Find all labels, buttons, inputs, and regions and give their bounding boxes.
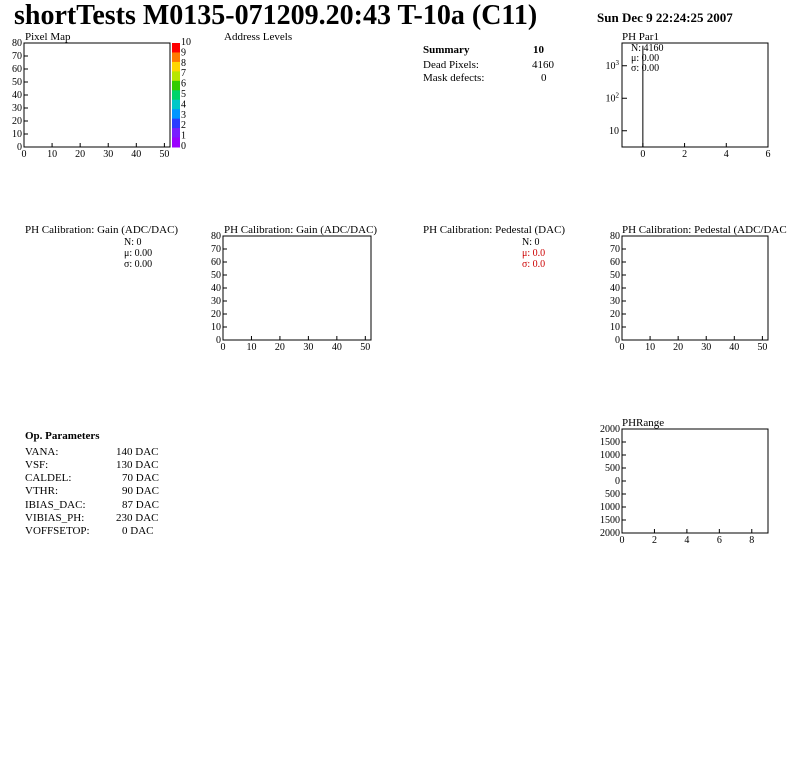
phrange-ytick-label: 1000 <box>600 450 620 461</box>
pixel-map-palette-bin <box>172 128 180 138</box>
param-name: VSF: <box>25 459 49 471</box>
gain-map-ytick-label: 10 <box>211 322 221 333</box>
pixel-map-ytick-label: 50 <box>12 77 22 88</box>
pedestal-map-ytick-label: 40 <box>610 283 620 294</box>
pixel-map-palette-bin <box>172 81 180 91</box>
stat-sigma: σ: 0.0 <box>522 259 546 270</box>
param-name: VANA: <box>25 446 59 458</box>
param-value: 140 DAC <box>116 446 159 458</box>
pixel-map-palette-label: 4 <box>181 99 186 111</box>
gain-1d-title: PH Calibration: Gain (ADC/DAC) <box>25 224 179 236</box>
param-value: 130 DAC <box>116 459 159 471</box>
gain-map-xtick-label: 0 <box>220 342 226 353</box>
pedestal-map-xtick-label: 40 <box>729 342 740 353</box>
pixel-map-palette-bin <box>172 119 180 129</box>
param-name: VOFFSETOP: <box>25 525 90 537</box>
pixel-map-palette-label: 7 <box>181 68 186 80</box>
stat-mu: μ: 0.00 <box>631 53 660 64</box>
phrange-xtick-label: 6 <box>716 535 722 546</box>
ph-par1-ytick-label: $10^3$ <box>605 58 619 72</box>
pedestal-map-ytick-label: 10 <box>610 322 620 333</box>
phrange-ytick-label: 2000 <box>600 528 620 539</box>
param-value: 90 DAC <box>122 485 159 497</box>
pixel-map-xtick-label: 20 <box>75 149 86 160</box>
pixel-map-frame <box>24 43 170 147</box>
gain-map-xtick-label: 20 <box>274 342 285 353</box>
dead-pixels-value: 4160 <box>532 59 554 71</box>
stat-sigma: σ: 0.00 <box>124 259 153 270</box>
pedestal-map-title: PH Calibration: Pedestal (ADC/DAC <box>622 224 787 236</box>
pedestal-map-xtick-label: 30 <box>701 342 712 353</box>
gain-map-title: PH Calibration: Gain (ADC/DAC) <box>224 224 378 236</box>
gain-map-xtick-label: 30 <box>303 342 314 353</box>
pixel-map-palette-bin <box>172 90 180 100</box>
pixel-map-xtick-label: 50 <box>159 149 170 160</box>
pedestal-map-ytick-label: 20 <box>610 309 620 320</box>
gain-map-ytick-label: 20 <box>211 309 221 320</box>
ph-par1-xtick-label: 6 <box>765 149 771 160</box>
stat-sigma: σ: 0.00 <box>631 63 660 74</box>
pixel-map-palette-bin <box>172 71 180 81</box>
ph-par1-ytick-label: 10 <box>609 125 619 137</box>
pixel-map-xtick-label: 10 <box>47 149 58 160</box>
mask-defects-value: 0 <box>541 72 547 84</box>
phrange-xtick-label: 0 <box>619 535 625 546</box>
gain-map-ytick-label: 40 <box>211 283 221 294</box>
pixel-map-palette-bin <box>172 109 180 119</box>
pixel-map-palette-bin <box>172 138 180 148</box>
param-name: CALDEL: <box>25 472 72 484</box>
pixel-map-palette-bin <box>172 52 180 62</box>
pedestal-map-frame <box>622 236 768 340</box>
op-parameters-title: Op. Parameters <box>25 430 100 442</box>
phrange-xtick-label: 2 <box>651 535 657 546</box>
pedestal-map-xtick-label: 20 <box>673 342 684 353</box>
phrange-xtick-label: 8 <box>749 535 755 546</box>
phrange-frame <box>622 429 768 533</box>
pixel-map-palette-label: 3 <box>181 109 186 121</box>
pedestal-map-ytick-label: 70 <box>610 244 620 255</box>
param-value: 230 DAC <box>116 512 159 524</box>
page-title: shortTests M0135-071209.20:43 T-10a (C11) <box>14 0 538 31</box>
gain-map-xtick-label: 40 <box>331 342 342 353</box>
pixel-map-palette-label: 6 <box>181 78 186 90</box>
dead-pixels-label: Dead Pixels: <box>423 59 479 71</box>
pedestal-map-ytick-label: 80 <box>610 231 620 242</box>
pedestal-map-ytick-label: 60 <box>610 257 620 268</box>
stat-mu: μ: 0.0 <box>522 248 546 259</box>
param-value: 0 DAC <box>122 525 154 537</box>
mask-defects-label: Mask defects: <box>423 72 485 84</box>
gain-map-ytick-label: 80 <box>211 231 221 242</box>
param-value: 70 DAC <box>122 472 159 484</box>
summary-value: 10 <box>533 44 544 56</box>
pixel-map-palette-label: 8 <box>181 57 186 69</box>
pedestal-map-xtick-label: 0 <box>619 342 625 353</box>
pixel-map-ytick-label: 10 <box>12 129 22 140</box>
pedestal-map-ytick-label: 30 <box>610 296 620 307</box>
phrange-ytick-label: 1500 <box>600 437 620 448</box>
phrange-ytick-label: 1000 <box>600 502 620 513</box>
pixel-map-xtick-label: 0 <box>21 149 27 160</box>
param-name: VIBIAS_PH: <box>25 512 85 524</box>
phrange-title: PHRange <box>622 417 665 429</box>
ph-par1-xtick-label: 0 <box>640 149 646 160</box>
pixel-map-palette-label: 0 <box>181 141 186 152</box>
gain-map-xtick-label: 10 <box>246 342 257 353</box>
pixel-map-palette-label: 5 <box>181 89 186 100</box>
phrange-ytick-label: 0 <box>615 476 620 487</box>
param-value: 87 DAC <box>122 499 159 511</box>
phrange-ytick-label: 2000 <box>600 424 620 435</box>
pixel-map-title: Pixel Map <box>25 31 71 43</box>
ph-par1-title: PH Par1 <box>622 31 659 43</box>
stat-n: N: 0 <box>124 237 142 248</box>
stat-n: N: 4160 <box>631 43 664 54</box>
pixel-map-xtick-label: 40 <box>131 149 142 160</box>
pedestal-1d-title: PH Calibration: Pedestal (DAC) <box>423 224 566 236</box>
pixel-map-ytick-label: 60 <box>12 64 22 75</box>
gain-map-ytick-label: 0 <box>216 335 221 346</box>
pixel-map-ytick-label: 70 <box>12 51 22 62</box>
gain-map-ytick-label: 30 <box>211 296 221 307</box>
pixel-map-palette-bin <box>172 43 180 53</box>
pixel-map-ytick-label: 30 <box>12 103 22 114</box>
gain-map-ytick-label: 50 <box>211 270 221 281</box>
pedestal-map-ytick-label: 50 <box>610 270 620 281</box>
pedestal-map-ytick-label: 0 <box>615 335 620 346</box>
pedestal-map-xtick-label: 10 <box>645 342 656 353</box>
gain-map-ytick-label: 60 <box>211 257 221 268</box>
phrange-xtick-label: 4 <box>684 535 690 546</box>
phrange-ytick-label: 1500 <box>600 515 620 526</box>
gain-map-xtick-label: 50 <box>360 342 371 353</box>
pixel-map-ytick-label: 20 <box>12 116 22 127</box>
pixel-map-ytick-label: 0 <box>17 142 22 153</box>
gain-map-frame <box>223 236 371 340</box>
pixel-map-ytick-label: 40 <box>12 90 22 101</box>
stat-n: N: 0 <box>522 237 540 248</box>
pixel-map-palette-label: 9 <box>181 47 186 59</box>
pixel-map-palette-bin <box>172 62 180 72</box>
ph-par1-xtick-label: 4 <box>723 149 729 160</box>
pixel-map-palette-label: 10 <box>181 37 191 48</box>
param-name: IBIAS_DAC: <box>25 499 86 511</box>
pixel-map-xtick-label: 30 <box>103 149 114 160</box>
pixel-map-palette-label: 1 <box>181 130 186 142</box>
phrange-ytick-label: 500 <box>605 463 620 474</box>
pedestal-map-xtick-label: 50 <box>757 342 768 353</box>
address-levels-title: Address Levels <box>224 31 293 43</box>
ph-par1-frame <box>622 43 768 147</box>
pixel-map-palette-bin <box>172 100 180 110</box>
stat-mu: μ: 0.00 <box>124 248 153 259</box>
summary-title: Summary <box>423 44 470 56</box>
param-name: VTHR: <box>25 485 58 497</box>
phrange-ytick-label: 500 <box>605 489 620 500</box>
gain-map-ytick-label: 70 <box>211 244 221 255</box>
timestamp: Sun Dec 9 22:24:25 2007 <box>597 10 733 25</box>
ph-par1-xtick-label: 2 <box>682 149 688 160</box>
pixel-map-palette-label: 2 <box>181 120 186 132</box>
pixel-map-ytick-label: 80 <box>12 38 22 49</box>
ph-par1-ytick-label: $10^2$ <box>605 91 619 105</box>
